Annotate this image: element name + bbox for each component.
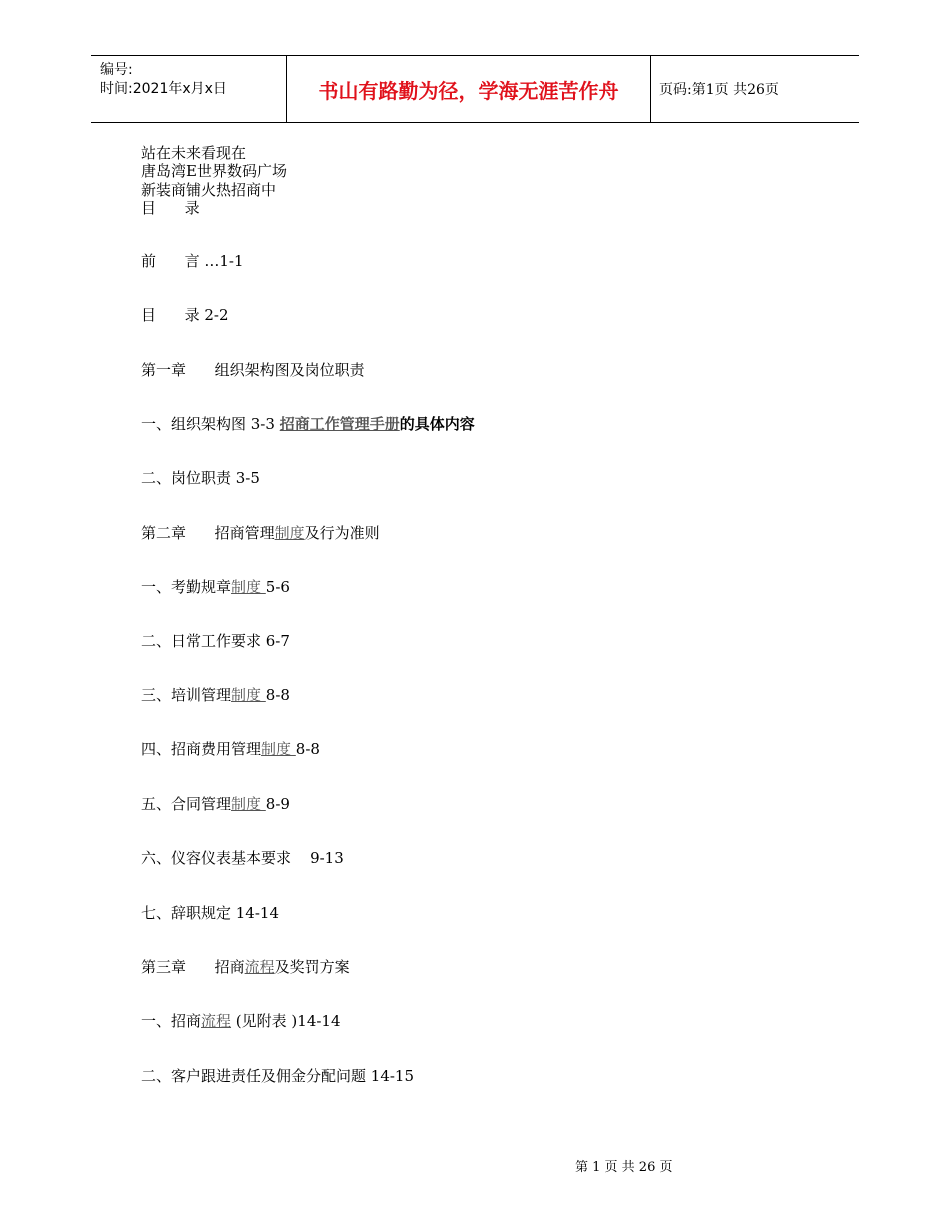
toc-chapter-2 xyxy=(141,523,380,543)
toc-entry-text: 一、考勤规章 xyxy=(141,578,232,596)
toc-entry-contracts xyxy=(141,794,290,814)
toc-entry-expenses xyxy=(141,739,320,759)
motto-text: 书山有路勤为径，学海无涯苦作舟 xyxy=(318,78,619,103)
toc-entry-org-chart xyxy=(141,414,475,434)
intro-line-3: 新装商铺火热招商中 xyxy=(141,181,277,199)
intro-line-2: 唐岛湾E世界数码广场 xyxy=(141,162,287,180)
toc-entry-text: 的具体内容 xyxy=(399,415,475,433)
toc-entry-text: 五、合同管理 xyxy=(141,795,232,813)
toc-entry-text: 8-9 xyxy=(265,795,290,813)
system-link[interactable]: 制度 xyxy=(231,578,266,596)
toc-entry-text: 及行为准则 xyxy=(304,524,380,542)
toc-entry-text: 第二章 招商管理 xyxy=(141,524,275,542)
system-link[interactable]: 制度 xyxy=(274,524,305,542)
toc-entry-daily-work: 二、日常工作要求 6-7 xyxy=(141,632,290,650)
toc-entry-contents: 目 录 2-2 xyxy=(141,306,229,324)
toc-entry-foreword: 前 言 …1-1 xyxy=(141,252,244,270)
toc-entry-text: 一、组织架构图 3-3 xyxy=(141,415,280,433)
toc-entry-text: (见附表 )14-14 xyxy=(231,1012,341,1030)
toc-entry-text: 第三章 招商 xyxy=(141,958,245,976)
process-link[interactable]: 流程 xyxy=(201,1012,232,1030)
document-header xyxy=(91,55,859,123)
toc-entry-text: 一、招商 xyxy=(141,1012,202,1030)
toc-entry-text: 三、培训管理 xyxy=(141,686,232,704)
system-link[interactable]: 制度 xyxy=(231,795,266,813)
toc-entry-text: 5-6 xyxy=(265,578,290,596)
header-motto-cell xyxy=(286,56,651,122)
toc-entry-text: 8-8 xyxy=(295,740,320,758)
manual-link[interactable]: 招商工作管理手册 xyxy=(279,415,400,433)
toc-entry-training xyxy=(141,685,290,705)
toc-title: 目 录 xyxy=(141,199,200,217)
page-info: 页码:第1页 共26页 xyxy=(659,82,779,98)
toc-entry-text: 四、招商费用管理 xyxy=(141,740,262,758)
toc-entry-text: 8-8 xyxy=(265,686,290,704)
intro-line-1: 站在未来看现在 xyxy=(141,144,247,162)
toc-entry-process xyxy=(141,1011,341,1031)
toc-entry-attendance xyxy=(141,577,290,597)
system-link[interactable]: 制度 xyxy=(261,740,296,758)
toc-entry-client-followup: 二、客户跟进责任及佣金分配问题 14-15 xyxy=(141,1067,415,1085)
header-page-cell xyxy=(650,56,859,122)
toc-chapter-1: 第一章 组织架构图及岗位职责 xyxy=(141,361,365,379)
toc-chapter-3 xyxy=(141,957,350,977)
toc-entry-text: 及奖罚方案 xyxy=(274,958,350,976)
toc-entry-appearance: 六、仪容仪表基本要求 9-13 xyxy=(141,849,344,867)
toc-entry-resignation: 七、辞职规定 14-14 xyxy=(141,904,280,922)
toc-entry-duties: 二、岗位职责 3-5 xyxy=(141,469,260,487)
header-meta-cell xyxy=(91,56,286,122)
system-link[interactable]: 制度 xyxy=(231,686,266,704)
number-label: 编号: xyxy=(100,62,133,78)
time-label: 时间:2021年x月x日 xyxy=(100,81,227,97)
process-link[interactable]: 流程 xyxy=(244,958,275,976)
page-footer: 第 1 页 共 26 页 xyxy=(575,1160,673,1175)
